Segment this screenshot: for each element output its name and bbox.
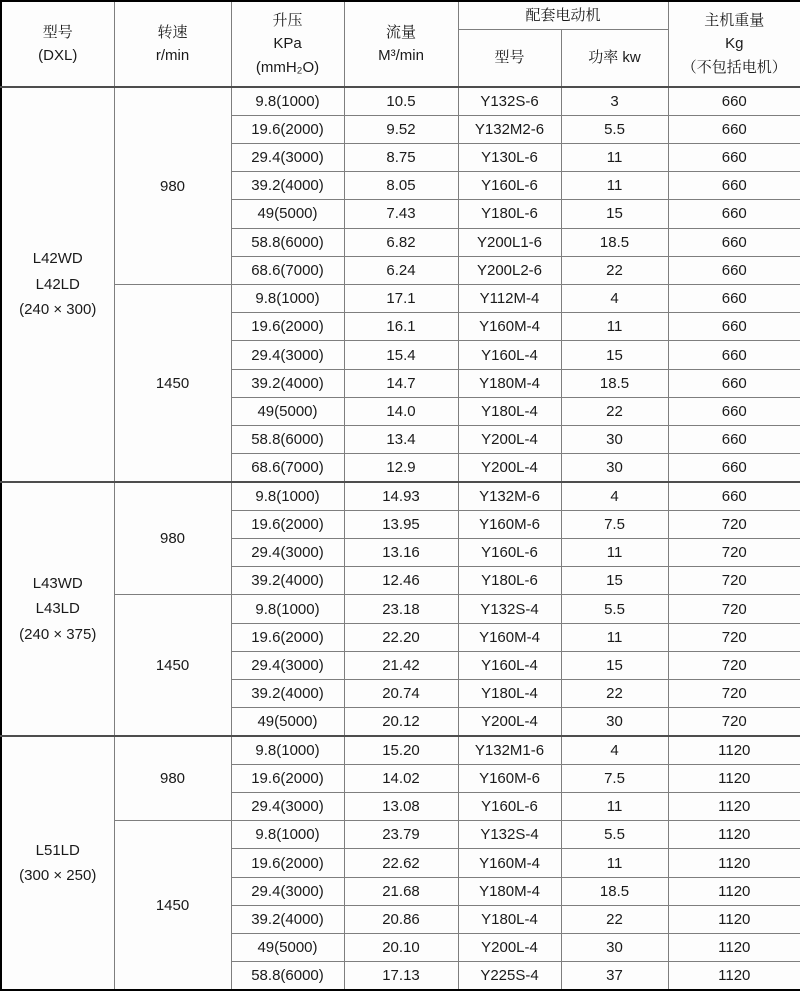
motor-power-cell: 18.5 — [561, 369, 668, 397]
header-speed-line2: r/min — [155, 47, 190, 64]
motor-model-cell: Y160L-6 — [458, 539, 561, 567]
flow-cell: 20.86 — [344, 905, 458, 933]
flow-cell: 6.82 — [344, 228, 458, 256]
header-pressure — [231, 1, 344, 87]
pressure-cell: 19.6(2000) — [231, 115, 344, 143]
motor-power-cell: 7.5 — [561, 764, 668, 792]
model-line: L42WD — [32, 250, 83, 268]
table-row — [1, 595, 800, 623]
motor-model-cell: Y130L-6 — [458, 143, 561, 171]
weight-cell: 1120 — [668, 877, 800, 905]
flow-cell: 12.9 — [344, 454, 458, 482]
model-line: L51LD — [35, 841, 80, 859]
motor-power-cell: 15 — [561, 567, 668, 595]
motor-model-cell: Y180L-4 — [458, 397, 561, 425]
flow-cell: 22.20 — [344, 623, 458, 651]
header-weight-line3: （不包括电机） — [681, 58, 787, 76]
weight-cell: 660 — [668, 313, 800, 341]
pressure-cell: 49(5000) — [231, 397, 344, 425]
motor-model-cell: Y180L-4 — [458, 680, 561, 708]
spec-table-body — [1, 87, 800, 990]
flow-cell: 12.46 — [344, 567, 458, 595]
motor-power-cell: 4 — [561, 285, 668, 313]
motor-model-cell: Y160L-4 — [458, 341, 561, 369]
motor-model-cell: Y132S-4 — [458, 595, 561, 623]
flow-cell: 15.4 — [344, 341, 458, 369]
flow-cell: 8.05 — [344, 172, 458, 200]
motor-model-cell: Y180M-4 — [458, 369, 561, 397]
motor-power-cell: 22 — [561, 256, 668, 284]
pressure-cell: 19.6(2000) — [231, 849, 344, 877]
motor-model-cell: Y132M2-6 — [458, 115, 561, 143]
pressure-cell: 49(5000) — [231, 934, 344, 962]
motor-model-cell: Y200L2-6 — [458, 256, 561, 284]
weight-cell: 660 — [668, 426, 800, 454]
weight-cell: 660 — [668, 454, 800, 482]
pressure-cell: 29.4(3000) — [231, 539, 344, 567]
weight-cell: 1120 — [668, 792, 800, 820]
motor-model-cell: Y160L-6 — [458, 172, 561, 200]
pressure-cell: 39.2(4000) — [231, 905, 344, 933]
motor-power-cell: 30 — [561, 934, 668, 962]
motor-model-cell: Y180L-4 — [458, 905, 561, 933]
pressure-cell: 58.8(6000) — [231, 426, 344, 454]
flow-cell: 21.68 — [344, 877, 458, 905]
model-line: (240 × 300) — [19, 301, 97, 319]
header-model-line2: (DXL) — [38, 47, 78, 64]
pressure-cell: 29.4(3000) — [231, 341, 344, 369]
weight-cell: 720 — [668, 623, 800, 651]
motor-model-cell: Y112M-4 — [458, 285, 561, 313]
header-pressure-line3: (mmH₂O) — [255, 58, 320, 76]
pressure-cell: 68.6(7000) — [231, 454, 344, 482]
header-speed-line1: 转速 — [157, 23, 188, 41]
weight-cell: 720 — [668, 708, 800, 736]
speed-cell: 1450 — [114, 595, 231, 736]
motor-power-cell: 11 — [561, 313, 668, 341]
table-row — [1, 285, 800, 313]
header-row-top — [1, 1, 800, 29]
motor-power-cell: 11 — [561, 172, 668, 200]
weight-cell: 720 — [668, 539, 800, 567]
flow-cell: 23.18 — [344, 595, 458, 623]
pressure-cell: 19.6(2000) — [231, 764, 344, 792]
table-row — [1, 736, 800, 764]
motor-model-cell: Y132M-6 — [458, 482, 561, 510]
pressure-cell: 9.8(1000) — [231, 87, 344, 115]
flow-cell: 20.10 — [344, 934, 458, 962]
weight-cell: 660 — [668, 200, 800, 228]
header-model-line1: 型号 — [42, 23, 73, 41]
pressure-cell: 19.6(2000) — [231, 510, 344, 538]
motor-power-cell: 18.5 — [561, 228, 668, 256]
pressure-cell: 29.4(3000) — [231, 792, 344, 820]
weight-cell: 1120 — [668, 905, 800, 933]
motor-model-cell: Y200L-4 — [458, 454, 561, 482]
flow-cell: 17.1 — [344, 285, 458, 313]
table-row — [1, 87, 800, 115]
motor-model-cell: Y160M-4 — [458, 313, 561, 341]
weight-cell: 660 — [668, 228, 800, 256]
model-line: (300 × 250) — [19, 867, 97, 885]
motor-power-cell: 3 — [561, 87, 668, 115]
flow-cell: 21.42 — [344, 651, 458, 679]
pressure-cell: 19.6(2000) — [231, 313, 344, 341]
motor-model-cell: Y200L-4 — [458, 426, 561, 454]
flow-cell: 13.4 — [344, 426, 458, 454]
motor-power-cell: 15 — [561, 651, 668, 679]
weight-cell: 720 — [668, 595, 800, 623]
motor-power-cell: 11 — [561, 849, 668, 877]
flow-cell: 20.12 — [344, 708, 458, 736]
model-line: L42LD — [35, 275, 80, 293]
table-row — [1, 821, 800, 849]
motor-power-cell: 5.5 — [561, 821, 668, 849]
pressure-cell: 29.4(3000) — [231, 143, 344, 171]
motor-power-cell: 30 — [561, 426, 668, 454]
weight-cell: 660 — [668, 172, 800, 200]
header-weight — [668, 1, 800, 87]
weight-cell: 660 — [668, 143, 800, 171]
pressure-cell: 49(5000) — [231, 200, 344, 228]
weight-cell: 660 — [668, 341, 800, 369]
motor-power-cell: 22 — [561, 905, 668, 933]
pressure-cell: 9.8(1000) — [231, 736, 344, 764]
table-row — [1, 482, 800, 510]
motor-model-cell: Y132S-6 — [458, 87, 561, 115]
motor-power-cell: 22 — [561, 680, 668, 708]
pressure-cell: 29.4(3000) — [231, 877, 344, 905]
motor-power-cell: 15 — [561, 200, 668, 228]
flow-cell: 23.79 — [344, 821, 458, 849]
speed-cell: 1450 — [114, 821, 231, 990]
motor-power-cell: 11 — [561, 623, 668, 651]
weight-cell: 720 — [668, 680, 800, 708]
header-weight-line2: Kg — [725, 35, 744, 53]
model-line: L43WD — [32, 574, 83, 592]
weight-cell: 660 — [668, 285, 800, 313]
header-flow-line1: 流量 — [385, 23, 416, 41]
motor-power-cell: 4 — [561, 736, 668, 764]
pressure-cell: 58.8(6000) — [231, 962, 344, 990]
weight-cell: 1120 — [668, 934, 800, 962]
pressure-cell: 9.8(1000) — [231, 482, 344, 510]
flow-cell: 14.0 — [344, 397, 458, 425]
weight-cell: 1120 — [668, 821, 800, 849]
motor-model-cell: Y160M-4 — [458, 849, 561, 877]
motor-model-cell: Y180M-4 — [458, 877, 561, 905]
pressure-cell: 58.8(6000) — [231, 228, 344, 256]
weight-cell: 1120 — [668, 962, 800, 990]
header-flow-line2: M³/min — [378, 47, 424, 64]
weight-cell: 660 — [668, 369, 800, 397]
pressure-cell: 9.8(1000) — [231, 595, 344, 623]
pressure-cell: 19.6(2000) — [231, 623, 344, 651]
weight-cell: 660 — [668, 397, 800, 425]
motor-model-cell: Y180L-6 — [458, 567, 561, 595]
speed-cell: 980 — [114, 482, 231, 595]
weight-cell: 660 — [668, 482, 800, 510]
flow-cell: 13.16 — [344, 539, 458, 567]
pressure-cell: 39.2(4000) — [231, 680, 344, 708]
flow-cell: 8.75 — [344, 143, 458, 171]
pressure-cell: 39.2(4000) — [231, 369, 344, 397]
motor-model-cell: Y180L-6 — [458, 200, 561, 228]
pressure-cell: 39.2(4000) — [231, 172, 344, 200]
weight-cell: 660 — [668, 115, 800, 143]
motor-model-cell: Y200L-4 — [458, 708, 561, 736]
flow-cell: 15.20 — [344, 736, 458, 764]
model-cell — [1, 87, 114, 482]
motor-model-cell: Y200L1-6 — [458, 228, 561, 256]
header-speed — [114, 1, 231, 87]
header-motor-model: 型号 — [458, 29, 561, 87]
weight-cell: 1120 — [668, 764, 800, 792]
weight-cell: 660 — [668, 256, 800, 284]
motor-model-cell: Y160M-4 — [458, 623, 561, 651]
motor-model-cell: Y132M1-6 — [458, 736, 561, 764]
motor-power-cell: 15 — [561, 341, 668, 369]
flow-cell: 7.43 — [344, 200, 458, 228]
motor-model-cell: Y160L-4 — [458, 651, 561, 679]
motor-power-cell: 11 — [561, 143, 668, 171]
motor-power-cell: 30 — [561, 454, 668, 482]
motor-power-cell: 30 — [561, 708, 668, 736]
header-pressure-line2: KPa — [273, 35, 302, 53]
motor-model-cell: Y160L-6 — [458, 792, 561, 820]
weight-cell: 660 — [668, 87, 800, 115]
weight-cell: 720 — [668, 567, 800, 595]
header-pressure-line1: 升压 — [272, 12, 303, 30]
motor-power-cell: 5.5 — [561, 115, 668, 143]
weight-cell: 720 — [668, 651, 800, 679]
motor-power-cell: 22 — [561, 397, 668, 425]
flow-cell: 6.24 — [344, 256, 458, 284]
weight-cell: 1120 — [668, 849, 800, 877]
pressure-cell: 49(5000) — [231, 708, 344, 736]
flow-cell: 10.5 — [344, 87, 458, 115]
flow-cell: 20.74 — [344, 680, 458, 708]
pressure-cell: 29.4(3000) — [231, 651, 344, 679]
flow-cell: 14.93 — [344, 482, 458, 510]
motor-power-cell: 7.5 — [561, 510, 668, 538]
motor-power-cell: 11 — [561, 539, 668, 567]
model-line: L43LD — [35, 600, 80, 618]
motor-model-cell: Y200L-4 — [458, 934, 561, 962]
motor-power-cell: 4 — [561, 482, 668, 510]
model-cell — [1, 482, 114, 736]
pressure-cell: 9.8(1000) — [231, 821, 344, 849]
motor-model-cell: Y160M-6 — [458, 510, 561, 538]
pressure-cell: 39.2(4000) — [231, 567, 344, 595]
flow-cell: 17.13 — [344, 962, 458, 990]
header-weight-line1: 主机重量 — [704, 12, 765, 30]
header-motor-group: 配套电动机 — [458, 1, 668, 29]
motor-model-cell: Y160M-6 — [458, 764, 561, 792]
header-model — [1, 1, 114, 87]
motor-power-cell: 18.5 — [561, 877, 668, 905]
model-cell — [1, 736, 114, 990]
flow-cell: 9.52 — [344, 115, 458, 143]
motor-model-cell: Y132S-4 — [458, 821, 561, 849]
flow-cell: 13.95 — [344, 510, 458, 538]
weight-cell: 1120 — [668, 736, 800, 764]
speed-cell: 980 — [114, 87, 231, 285]
motor-model-cell: Y225S-4 — [458, 962, 561, 990]
model-line: (240 × 375) — [19, 625, 97, 643]
header-motor-power: 功率 kw — [561, 29, 668, 87]
flow-cell: 14.02 — [344, 764, 458, 792]
pressure-cell: 68.6(7000) — [231, 256, 344, 284]
motor-power-cell: 37 — [561, 962, 668, 990]
table-header — [1, 1, 800, 87]
flow-cell: 22.62 — [344, 849, 458, 877]
motor-power-cell: 5.5 — [561, 595, 668, 623]
speed-cell: 980 — [114, 736, 231, 821]
flow-cell: 14.7 — [344, 369, 458, 397]
motor-power-cell: 11 — [561, 792, 668, 820]
flow-cell: 13.08 — [344, 792, 458, 820]
header-flow — [344, 1, 458, 87]
flow-cell: 16.1 — [344, 313, 458, 341]
pressure-cell: 9.8(1000) — [231, 285, 344, 313]
weight-cell: 720 — [668, 510, 800, 538]
speed-cell: 1450 — [114, 285, 231, 483]
